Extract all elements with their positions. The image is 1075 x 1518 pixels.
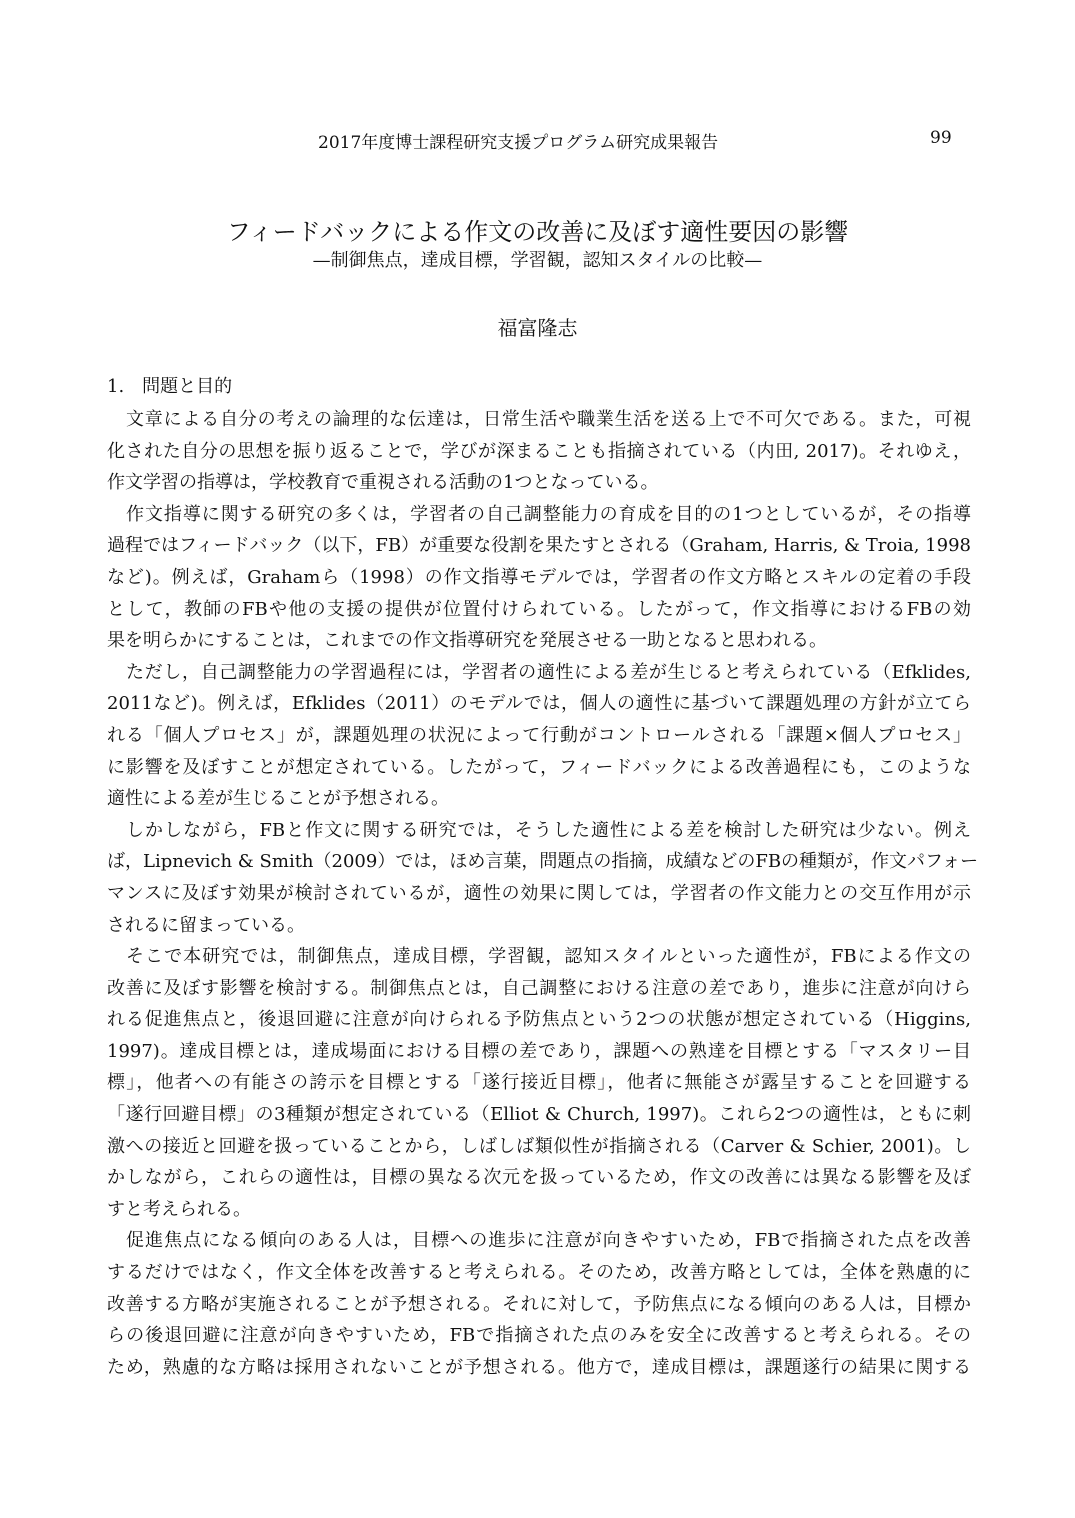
author-name: 福富隆志 — [497, 316, 578, 340]
paragraph-line: 文章による自分の考えの論理的な伝達は，日常生活や職業生活を送る上で不可欠である。また，可視 — [126, 409, 971, 430]
paragraph-line: そこで本研究では，制御焦点，達成目標，学習観，認知スタイルといった適性が，FBによる作文の — [126, 946, 971, 968]
body-text — [107, 404, 979, 1383]
paragraph-line: 果を明らかにすることは，これまでの作文指導研究を発展させる一助となると思われる。 — [107, 630, 827, 652]
paragraph-line: 作文指導に関する研究の多くは，学習者の自己調整能力の育成を目的の1つとしているが，その指導 — [126, 503, 971, 525]
paragraph-line: 改善する方略が実施されることが予想される。それに対して，予防焦点になる傾向のある人は，目標か — [107, 1293, 971, 1315]
paragraph-line: かしながら，これらの適性は，目標の異なる次元を扱っているため，作文の改善には異なる影響を及ぼ — [107, 1167, 971, 1189]
paragraph-line: に影響を及ぼすことが想定されている。したがって，フィードバックによる改善過程にも，このような — [107, 756, 971, 778]
paragraph-line: 標」，他者への有能さの誇示を目標とする「遂行接近目標」，他者に無能さが露呈することを回避する — [107, 1072, 971, 1094]
paragraph-line: 作文学習の指導は，学校教育で重視される活動の1つとなっている。 — [107, 472, 659, 494]
paragraph-line: など)。例えば，Grahamら（1998）の作文指導モデルでは，学習者の作文方略とスキルの定着の手段 — [107, 566, 971, 588]
paper-subtitle: —制御焦点，達成目標，学習観，認知スタイルの比較— — [312, 250, 763, 271]
page-number: 99 — [930, 128, 952, 148]
paper-title: フィードバックによる作文の改善に及ぼす適性要因の影響 — [226, 218, 849, 246]
paragraph-line: ただし，自己調整能力の学習過程には，学習者の適性による差が生じると考えられている（Efklides, — [126, 661, 971, 683]
paragraph-line: ば，Lipnevich & Smith（2009）では，ほめ言葉，問題点の指摘，成績などのFBの種類が，作文パフォー — [107, 851, 979, 873]
section-heading: 1. 問題と目的 — [107, 376, 233, 397]
paragraph-line: 2011など)。例えば，Efklides（2011）のモデルでは，個人の適性に基づいて課題処理の方針が立てら — [107, 693, 971, 715]
paragraph-line: 「遂行回避目標」の3種類が想定されている（Elliot & Church, 1997)。これら2つの適性は，ともに刺 — [107, 1104, 971, 1126]
paragraph-line: ため，熟慮的な方略は採用されないことが予想される。他方で，達成目標は，課題遂行の結果に関する — [107, 1356, 971, 1378]
paragraph-line: れる促進焦点と，後退回避に注意が向けられる予防焦点という2つの状態が想定されている（Higgins, — [107, 1009, 971, 1031]
paragraph-line: 化された自分の思想を振り返ることで，学びが深まることも指摘されている（内田, 2017)。それゆえ， — [107, 440, 971, 462]
paragraph-line: すと考えられる。 — [107, 1198, 251, 1220]
paragraph-line: しかしながら，FBと作文に関する研究では，そうした適性による差を検討した研究は少ない。例え — [126, 819, 971, 841]
paragraph-line: 過程ではフィードバック（以下，FB）が重要な役割を果たすとされる（Graham, Harris, & Troia, 1998 — [107, 535, 971, 557]
paragraph-line: 促進焦点になる傾向のある人は，目標への進歩に注意が向きやすいため，FBで指摘された点を改善 — [126, 1230, 971, 1252]
paragraph-line: されるに留まっている。 — [107, 914, 305, 936]
paragraph-line: として，教師のFBや他の支援の提供が位置付けられている。したがって，作文指導におけるFBの効 — [107, 598, 971, 620]
paragraph-line: れる「個人プロセス」が，課題処理の状況によって行動がコントロールされる「課題×個人プロセス」 — [107, 724, 971, 746]
paragraph-line: 適性による差が生じることが予想される。 — [107, 788, 449, 810]
paragraph-line: 改善に及ぼす影響を検討する。制御焦点とは，自己調整における注意の差であり，進歩に注意が向けら — [107, 977, 971, 999]
running-header-title: 2017年度博士課程研究支援プログラム研究成果報告 — [318, 133, 719, 153]
paragraph-line: らの後退回避に注意が向きやすいため，FBで指摘された点のみを安全に改善すると考えられる。その — [107, 1325, 971, 1347]
paragraph-line: 激への接近と回避を扱っていることから，しばしば類似性が指摘される（Carver & Schier, 2001)。し — [107, 1135, 971, 1157]
paragraph-line: 1997)。達成目標とは，達成場面における目標の差であり，課題への熟達を目標とする「マスタリー目 — [107, 1040, 971, 1062]
paragraph-line: するだけではなく，作文全体を改善すると考えられる。そのため，改善方略としては，全体を熟慮的に — [107, 1262, 971, 1284]
paragraph-line: マンスに及ぼす効果が検討されているが，適性の効果に関しては，学習者の作文能力との交互作用が示 — [107, 882, 971, 904]
